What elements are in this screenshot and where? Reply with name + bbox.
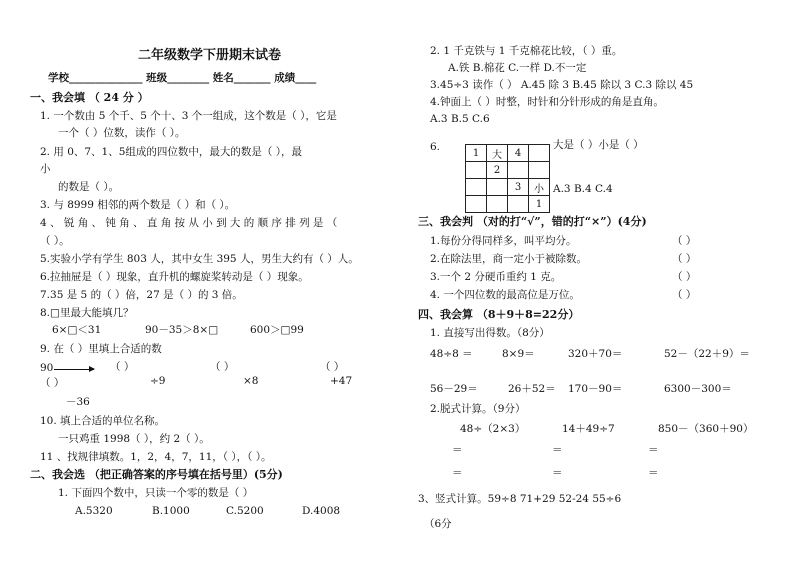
question-8c: 600＞□99 bbox=[250, 324, 304, 336]
question-1-line-1: 1. 一个数由 5 个千、5 个十、3 个一组成，这个数是（ ），它是 bbox=[40, 110, 337, 122]
judge-4-answer[interactable]: （ ） bbox=[672, 289, 697, 301]
calc-1a: 48÷8 ＝ bbox=[430, 348, 473, 360]
student-info-header: 学校______________ 班级________ 姓名_______ 成绩____ bbox=[48, 72, 317, 84]
judge-1-answer[interactable]: （ ） bbox=[672, 235, 697, 247]
judge-2: 2.在除法里，商一定小于被除数。 bbox=[430, 253, 588, 265]
calc-2b: 14＋49÷7 bbox=[562, 423, 615, 435]
judge-4: 4. 一个四位数的最高位是万位。 bbox=[430, 289, 580, 301]
choice-question-4: 4.钟面上（ ）时整，时针和分针形成的角是直角。 bbox=[430, 96, 664, 108]
choice-1-option-b: B.1000 bbox=[152, 505, 190, 517]
calc-2b-step-1: ＝ bbox=[552, 444, 563, 456]
choice-6-options: A.3 B.4 C.4 bbox=[553, 183, 613, 195]
question-2-line-2: 小 bbox=[40, 163, 51, 175]
chain-op-1: ÷9 bbox=[150, 375, 166, 387]
question-10: 10. 填上合适的单位名称。 bbox=[40, 415, 166, 427]
question-2-line-3: 的数是（ ）。 bbox=[58, 181, 120, 193]
chain-op-3: +47 bbox=[330, 375, 353, 387]
judge-3-answer[interactable]: （ ） bbox=[672, 271, 697, 283]
page-title: 二年级数学下册期末试卷 bbox=[138, 48, 282, 63]
choice-4-options: A.3 B.5 C.6 bbox=[430, 113, 490, 125]
question-9: 9. 在（ ）里填上合适的数 bbox=[40, 343, 162, 355]
calc-1g: 170－90＝ bbox=[568, 383, 623, 395]
choice-1-option-a: A.5320 bbox=[75, 505, 113, 517]
judge-1: 1.每份分得同样多，叫平均分。 bbox=[430, 235, 577, 247]
chain-box-2: （ ） bbox=[210, 361, 235, 373]
question-7: 7.35 是 5 的（ ）倍，27 是（ ）的 3 倍。 bbox=[40, 289, 243, 301]
calc-1b: 8×9＝ bbox=[502, 348, 535, 360]
choice-2-options: A.铁 B.棉花 C.一样 D.不一定 bbox=[448, 62, 587, 74]
calc-1h: 6300－300＝ bbox=[664, 383, 732, 395]
choice-question-1: 1. 下面四个数中，只读一个零的数是（ ） bbox=[58, 487, 254, 499]
section-3-heading: 三、我会判 （对的打“√”，错的打“×”）(4分) bbox=[418, 215, 647, 228]
question-1-line-2: 一个（ ）位数，读作（ ）。 bbox=[58, 127, 186, 139]
question-8b: 90－35＞8×□ bbox=[145, 324, 219, 336]
choice-question-6-label: 6. bbox=[430, 141, 441, 153]
question-6: 6.拉抽屉是（ ）现象，直升机的螺旋桨转动是（ ）现象。 bbox=[40, 271, 309, 283]
calc-1e: 56－29＝ bbox=[430, 383, 478, 395]
question-5: 5.实验小学有学生 803 人，其中女生 395 人，男生大约有（ ）人。 bbox=[40, 253, 359, 265]
calc-2a-step-2: ＝ bbox=[452, 467, 463, 479]
calc-1d: 52－（22＋9）＝ bbox=[664, 348, 750, 360]
calc-1f: 26＋52＝ bbox=[508, 383, 556, 395]
calc-2b-step-2: ＝ bbox=[552, 467, 563, 479]
chain-op-2: ×8 bbox=[243, 375, 259, 387]
chain-start: 90 bbox=[40, 362, 54, 374]
calc-2-heading: 2.脱式计算。（9分） bbox=[430, 403, 526, 415]
chain-op-4: －36 bbox=[66, 396, 90, 408]
calc-2a-step-1: ＝ bbox=[452, 444, 463, 456]
calc-2c-step-2: ＝ bbox=[648, 467, 659, 479]
calc-3-score: （6分 bbox=[424, 518, 452, 530]
chain-arrow-icon bbox=[54, 369, 94, 370]
choice-1-option-d: D.4008 bbox=[302, 505, 341, 517]
section-2-heading: 二、我会选 （把正确答案的序号填在括号里）(5分) bbox=[30, 468, 283, 481]
chain-box-1: （ ） bbox=[110, 361, 135, 373]
question-8a: 6×□＜31 bbox=[52, 324, 102, 336]
question-8: 8.□里最大能填几？ bbox=[40, 307, 134, 319]
question-11: 11 、找规律填数。1，2，4，7，11，（ ），（ ）。 bbox=[40, 451, 272, 463]
question-4-line-2: （ ）。 bbox=[40, 235, 70, 247]
calc-2c-step-1: ＝ bbox=[648, 444, 659, 456]
calc-1c: 320＋70＝ bbox=[568, 348, 623, 360]
calc-2a: 48÷（2×3） bbox=[460, 423, 526, 435]
section-4-heading: 四、我会算 （8＋9＋8=22分） bbox=[418, 308, 580, 321]
question-3: 3. 与 8999 相邻的两个数是（ ）和（ ）。 bbox=[40, 199, 236, 211]
question-10a: 一只鸡重 1998（ ），约 2（ ）。 bbox=[58, 433, 210, 445]
calc-3-heading: 3、竖式计算。59÷8 71+29 52-24 55÷6 bbox=[418, 493, 622, 505]
question-2-line-1: 2. 用 0、7、1、5组成的四位数中，最大的数是（ ），最 bbox=[40, 146, 303, 158]
choice-1-option-c: C.5200 bbox=[226, 505, 264, 517]
question-4-line-1: 4 、 锐 角 、 钝 角 、 直 角 按 从 小 到 大 的 顺 序 排 列 是 （ bbox=[40, 217, 338, 229]
choice-question-6: 大是（ ）小是（ ） bbox=[553, 139, 644, 151]
calc-2c: 850－（360＋90） bbox=[658, 423, 754, 435]
calc-1-heading: 1. 直接写出得数。（8分） bbox=[430, 327, 550, 339]
chain-end: （ ） bbox=[40, 377, 65, 389]
choice-question-2: 2. 1 千克铁与 1 千克棉花比较，（ ）重。 bbox=[430, 45, 623, 57]
judge-2-answer[interactable]: （ ） bbox=[672, 253, 697, 265]
chain-box-3: （ ） bbox=[320, 361, 345, 373]
number-grid: 1 大 4 2 3 小 1 bbox=[465, 144, 550, 213]
section-1-heading: 一、我会填 （ 24 分 ） bbox=[30, 91, 149, 104]
judge-3: 3.一个 2 分硬币重约 1 克。 bbox=[430, 271, 562, 283]
choice-question-3: 3.45÷3 读作（ ） A.45 除 3 B.45 除以 3 C.3 除以 45 bbox=[430, 79, 694, 91]
